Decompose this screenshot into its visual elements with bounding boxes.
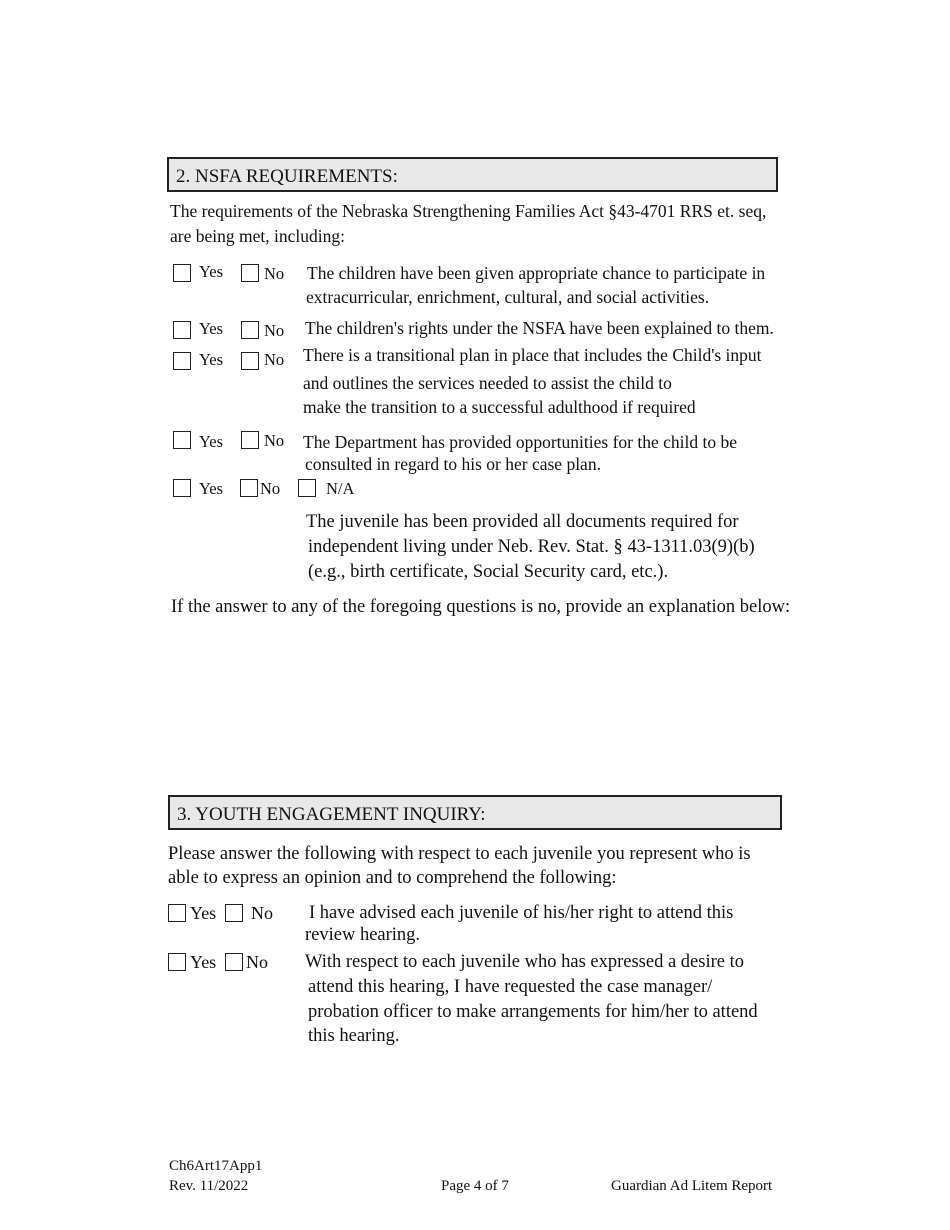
explanation-prompt: If the answer to any of the foregoing questions is no, provide an explanation below:: [171, 597, 791, 617]
q1-yes-checkbox[interactable]: [173, 264, 191, 282]
q3-text-line3: make the transition to a successful adulthood if required: [303, 397, 696, 417]
engagement-q2-text-line1: With respect to each juvenile who has expressed a desire to: [305, 952, 744, 972]
q1-no-label: No: [264, 264, 285, 283]
engagement-q1-text-line1: I have advised each juvenile of his/her right to attend this: [309, 903, 734, 923]
engagement-q2-yes-checkbox[interactable]: [168, 953, 186, 971]
q5-na-label: N/A: [326, 479, 355, 498]
engagement-q1-no-label: No: [251, 903, 273, 923]
section-3-header: [168, 795, 782, 830]
engagement-q2-text-line4: this hearing.: [308, 1026, 400, 1046]
q3-no-label: No: [264, 350, 285, 369]
section-3-header-text: 3. YOUTH ENGAGEMENT INQUIRY:: [177, 804, 486, 825]
q5-no-label: No: [260, 479, 281, 498]
engagement-q1-yes-label: Yes: [190, 903, 217, 923]
engagement-q2-no-label: No: [246, 952, 268, 972]
footer-revision: Rev. 11/2022: [169, 1178, 249, 1194]
section-3-intro-line1: Please answer the following with respect to each juvenile you represent who is: [168, 844, 751, 864]
q2-yes-label: Yes: [199, 319, 224, 338]
q5-text-line3: (e.g., birth certificate, Social Security card, etc.).: [308, 562, 669, 582]
engagement-q2-no-checkbox[interactable]: [225, 953, 243, 971]
q4-no-label: No: [264, 431, 285, 450]
q4-yes-checkbox[interactable]: [173, 431, 191, 449]
q3-yes-checkbox[interactable]: [173, 352, 191, 370]
q1-text-line1: The children have been given appropriate chance to participate in: [307, 263, 766, 283]
engagement-q1-no-checkbox[interactable]: [225, 904, 243, 922]
q3-no-checkbox[interactable]: [241, 352, 259, 370]
footer-page-number: Page 4 of 7: [441, 1178, 509, 1194]
q4-no-checkbox[interactable]: [241, 431, 259, 449]
q5-no-checkbox[interactable]: [240, 479, 258, 497]
q5-yes-checkbox[interactable]: [173, 479, 191, 497]
q5-text-line2: independent living under Neb. Rev. Stat. § 43-1311.03(9)(b): [308, 537, 755, 557]
section-2-intro-line1: The requirements of the Nebraska Strengthening Families Act §43-4701 RRS et. seq,: [170, 201, 767, 221]
engagement-q2-text-line2: attend this hearing, I have requested the case manager/: [308, 977, 713, 997]
engagement-q1-text-line2: review hearing.: [305, 925, 421, 945]
q5-text-line1: The juvenile has been provided all documents required for: [306, 512, 739, 532]
q3-yes-label: Yes: [199, 350, 224, 369]
q5-yes-label: Yes: [199, 479, 224, 498]
q2-yes-checkbox[interactable]: [173, 321, 191, 339]
q1-text-line2: extracurricular, enrichment, cultural, and social activities.: [306, 287, 710, 307]
footer-title: Guardian Ad Litem Report: [611, 1178, 773, 1194]
engagement-q1-yes-checkbox[interactable]: [168, 904, 186, 922]
q3-text-line1: There is a transitional plan in place that includes the Child's input: [303, 345, 762, 365]
q2-no-label: No: [264, 321, 285, 340]
q4-text-line1: The Department has provided opportunities for the child to be: [303, 432, 737, 452]
section-3-intro-line2: able to express an opinion and to comprehend the following:: [168, 868, 617, 888]
footer-form-id: Ch6Art17App1: [169, 1158, 263, 1174]
q4-yes-label: Yes: [199, 432, 224, 451]
engagement-q2-yes-label: Yes: [190, 952, 217, 972]
q3-text-line2: and outlines the services needed to assist the child to: [303, 373, 672, 393]
section-2-header: [167, 157, 778, 192]
q5-na-checkbox[interactable]: [298, 479, 316, 497]
q2-text-line1: The children's rights under the NSFA have been explained to them.: [305, 318, 774, 338]
section-2-intro-line2: are being met, including:: [170, 226, 345, 246]
q2-no-checkbox[interactable]: [241, 321, 259, 339]
section-2-header-text: 2. NSFA REQUIREMENTS:: [176, 166, 398, 187]
q1-no-checkbox[interactable]: [241, 264, 259, 282]
engagement-q2-text-line3: probation officer to make arrangements for him/her to attend: [308, 1002, 758, 1022]
q1-yes-label: Yes: [199, 262, 224, 281]
q4-text-line2: consulted in regard to his or her case plan.: [305, 454, 601, 474]
